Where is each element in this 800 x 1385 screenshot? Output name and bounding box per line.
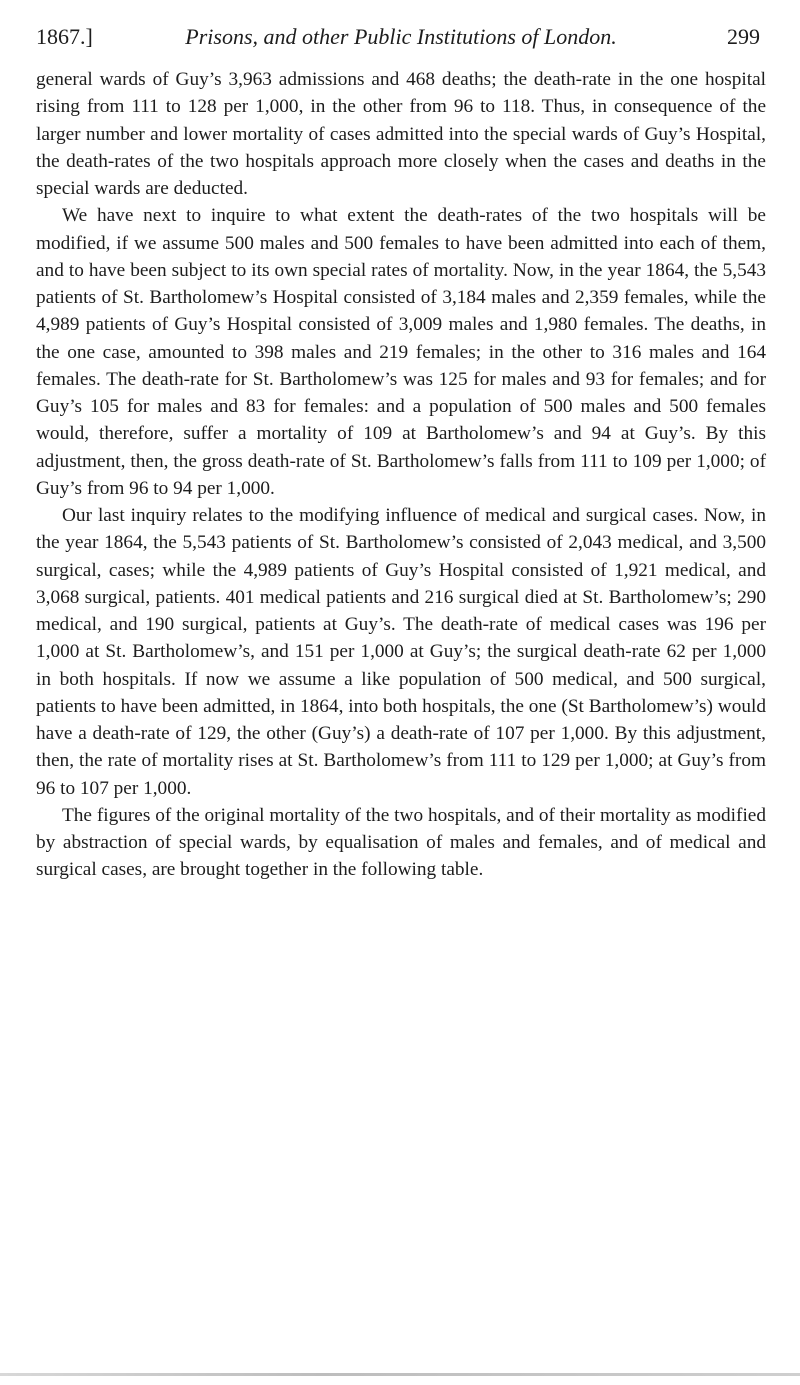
running-header bbox=[36, 0, 766, 66]
page-edge-shadow bbox=[0, 1373, 800, 1376]
paragraph: We have next to inquire to what extent the death-rates of the two hospitals will be modified, if we assume 500 males and 500 females to have been admitted into each of them, and to have been subject to its own special rates of mortality. Now, in the year 1864, the 5,543 patients of St. Bartholomew’s Hospital consisted of 3,184 males and 2,359 females, while the 4,989 patients of Guy’s Hospital consisted of 3,009 males and 1,980 females. The deaths, in the one case, amounted to 398 males and 219 females; in the other to 316 males and 164 females. The death-rate for St. Bartholomew’s was 125 for males and 93 for females; and for Guy’s 105 for males and 83 for females: and a population of 500 males and 500 females would, therefore, suffer a mortality of 109 at Bartholomew’s and 94 at Guy’s. By this adjustment, then, the gross death-rate of St. Bartholomew’s falls from 111 to 109 per 1,000; of Guy’s from 96 to 94 per 1,000. bbox=[36, 205, 766, 499]
paragraph: The figures of the original mortality of the two hospitals, and of their mortality as modified by abstraction of special wards, by equalisation of males and females, and of medical and surgical cases, are brought together in the following table. bbox=[36, 804, 766, 881]
paragraph: Our last inquiry relates to the modifying influence of medical and surgical cases. Now, in the year 1864, the 5,543 patients of St. Bartholomew’s consisted of 2,043 medical, and 3,500 surgical, cases; while the 4,989 patients of Guy’s Hospital consisted of 1,921 medical, and 3,068 surgical, patients. 401 medical patients and 216 surgical died at St. Bartholomew’s; 290 medical, and 190 surgical, patients at Guy’s. The death-rate of medical cases was 196 per 1,000 at St. Bartholomew’s, and 151 per 1,000 at Guy’s; the surgical death-rate 62 per 1,000 in both hospitals. If now we assume a like population of 500 medical, and 500 surgical, patients to have been admitted, in 1864, into both hospitals, the one (St Bartholomew’s) would have a death-rate of 129, the other (Guy’s) a death-rate of 107 per 1,000. By this adjustment, then, the rate of mortality rises at St. Bartholomew’s from 111 to 129 per 1,000; at Guy’s from 96 to 107 per 1,000. bbox=[36, 505, 766, 799]
header-title: Prisons, and other Public Institutions of London. bbox=[185, 24, 617, 49]
book-page bbox=[36, 0, 766, 884]
body-text bbox=[36, 66, 766, 884]
paragraph-continued: general wards of Guy’s 3,963 admissions and 468 deaths; the death-rate in the one hospital rising from 111 to 128 per 1,000, in the other from 96 to 118. Thus, in consequence of the larger number and lower mortality of cases admitted into the special wards of Guy’s Hospital, the death-rates of the two hospitals approach more closely when the cases and deaths in the special wards are deducted. bbox=[36, 69, 766, 199]
page-number: 299 bbox=[727, 24, 760, 49]
header-year: 1867.] bbox=[36, 24, 93, 49]
